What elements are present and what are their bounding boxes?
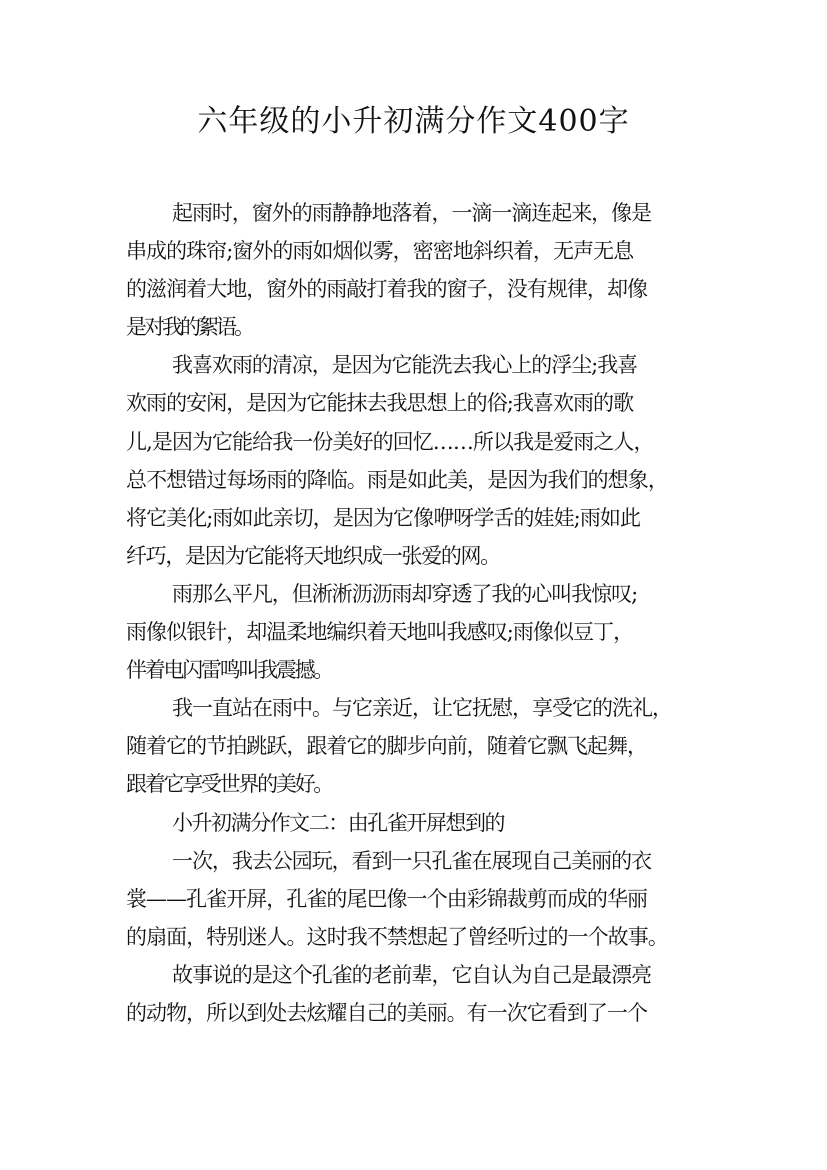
text-line: 小升初满分作文二：由孔雀开屏想到的 <box>172 810 505 835</box>
text-line: 伴着电闪雷鸣叫我震撼。 <box>126 658 333 683</box>
text-line: 的动物，所以到处去炫耀自己的美丽。有一次它看到了一个 <box>126 1000 648 1025</box>
text-line: 总不想错过每场雨的降临。雨是如此美，是因为我们的想象， <box>126 467 668 492</box>
text-line: 欢雨的安闲，是因为它能抹去我思想上的俗;我喜欢雨的歌 <box>126 391 634 416</box>
text-line: 雨像似银针，却温柔地编织着天地叫我感叹;雨像似豆丁， <box>126 620 634 645</box>
text-line: 雨那么平凡，但淅淅沥沥雨却穿透了我的心叫我惊叹; <box>172 581 638 606</box>
text-line: 将它美化;雨如此亲切，是因为它像咿呀学舌的娃娃;雨如此 <box>126 505 641 530</box>
text-line: 跟着它享受世界的美好。 <box>126 772 333 797</box>
text-line: 起雨时，窗外的雨静静地落着，一滴一滴连起来，像是 <box>172 201 652 225</box>
text-line: 纤巧，是因为它能将天地织成一张爱的网。 <box>126 543 500 568</box>
text-line: 我喜欢雨的清凉，是因为它能洗去我心上的浮尘;我喜 <box>172 353 638 378</box>
text-line: 的滋润着大地，窗外的雨敲打着我的窗子，没有规律，却像 <box>126 277 648 302</box>
text-line: 随着它的节拍跳跃，跟着它的脚步向前，随着它飘飞起舞， <box>126 734 648 759</box>
text-line: 故事说的是这个孔雀的老前辈，它自认为自己是最漂亮 <box>172 962 652 987</box>
text-line: 裳——孔雀开屏，孔雀的尾巴像一个由彩锦裁剪而成的华丽 <box>126 886 648 911</box>
text-line: 一次，我去公园玩，看到一只孔雀在展现自己美丽的衣 <box>172 848 652 873</box>
text-line: 的扇面，特别迷人。这时我不禁想起了曾经听过的一个故事。 <box>126 924 668 949</box>
text-line: 串成的珠帘;窗外的雨如烟似雾，密密地斜织着，无声无息 <box>126 239 634 264</box>
text-line: 我一直站在雨中。与它亲近，让它抚慰，享受它的洗礼， <box>172 696 672 721</box>
document-body <box>126 194 726 1032</box>
text-line: 是对我的絮语。 <box>126 315 252 340</box>
text-line: 儿,是因为它能给我一份美好的回忆……所以我是爱雨之人， <box>126 429 654 454</box>
document-title: 六年级的小升初满分作文400字 <box>197 104 630 139</box>
